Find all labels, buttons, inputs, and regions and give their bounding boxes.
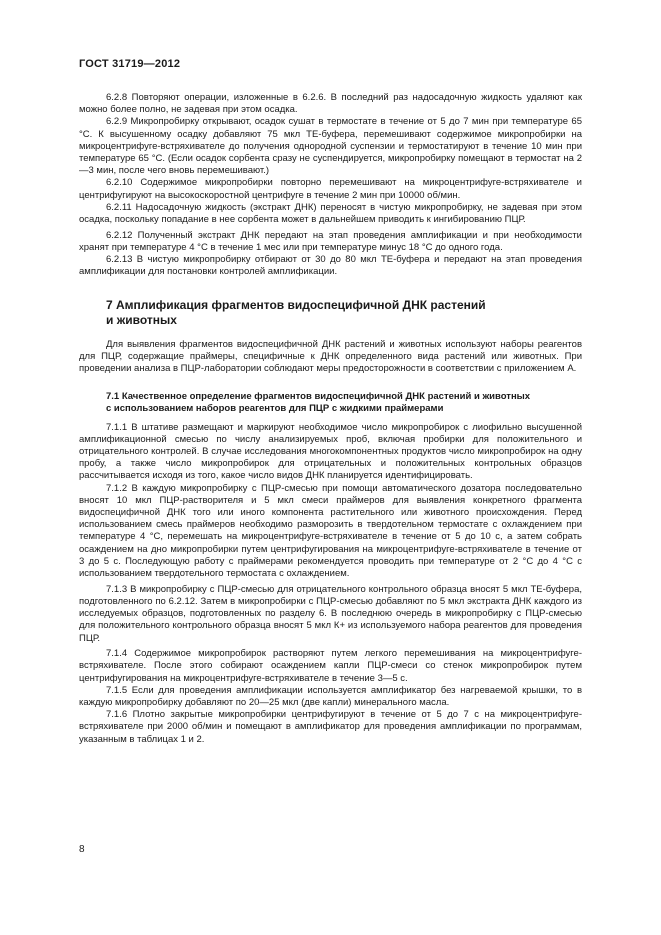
paragraph-6-2-13: 6.2.13 В чистую микропробирку отбирают от 30 до 80 мкл ТЕ-буфера и передают на этап проведения амплификации для постановки контролей амплификации. bbox=[79, 254, 582, 278]
paragraph-7-1-5: 7.1.5 Если для проведения амплификации используется амплификатор без нагреваемой крышки, то в каждую микропробирку добавляют по 20—25 мкл (две капли) минерального масла. bbox=[79, 684, 582, 709]
section-7-heading bbox=[106, 298, 582, 329]
paragraph-6-2-11: 6.2.11 Надосадочную жидкость (экстракт ДНК) переносят в чистую микропробирку, не задевая при этом осадка, поскольку попадание в нее сорбента может в дальнейшем приводить к ингибированию ПЦР. bbox=[79, 201, 582, 226]
paragraph-7-1-1: 7.1.1 В штативе размещают и маркируют необходимое число микропробирок с лиофильно высушенной амплификационной смесью по числу анализируемых проб, включая пробирки для положительного и отрицательного контролей. В случае исследования многокомпонентных продуктов число микропробирок на одну пробу, а также число микропробирок для отрицательных и положительных контрольных образцов рассчитывается исходя из того, какое число видов ДНК планируется идентифицировать. bbox=[79, 421, 582, 482]
section-7-1-heading-line2: с использованием наборов реагентов для ПЦР с жидкими праймерами bbox=[106, 403, 444, 415]
document-body bbox=[79, 92, 582, 746]
section-7-heading-line1: 7 Амплификация фрагментов видоспецифичной ДНК растений bbox=[106, 297, 486, 312]
paragraph-7-1-2: 7.1.2 В каждую микропробирку с ПЦР-смесью при помощи автоматического дозатора последовательно вносят 10 мкл ПЦР-растворителя и 5 мкл смеси праймеров для выявления конкретного фрагмента видоспецифичной ДНК того или иного компонента растительного или животного происхождения. Перед использованием смесь праймеров необходимо разморозить в твердотельном термостате с охлаждением при температуре 4 °С, перемешать на микроцентрифуге-встряхивателе в течение от 5 до 10 с, а затем собрать осаждением на дно микропробирки путем центрифугирования на микроцентрифуге-встряхивателе в течение от 3 до 5 с. Последующую работу с праймерами рекомендуется проводить при температуре от 2 °С до 4 °С с использованием твердотельного термостата с охлаждением. bbox=[79, 482, 582, 579]
section-7-1-heading-line1: 7.1 Качественное определение фрагментов видоспецифичной ДНК растений и животных bbox=[106, 391, 531, 403]
paragraph-6-2-10: 6.2.10 Содержимое микропробирки повторно перемешивают на микроцентрифуге-встряхивателе и центрифугируют на высокоскоростной центрифуге в течение 2 мин при 10000 об/мин. bbox=[79, 177, 582, 201]
section-7-1-heading bbox=[106, 391, 582, 415]
page-number: 8 bbox=[79, 844, 85, 855]
section-7-heading-line2: и животных bbox=[106, 313, 177, 328]
paragraph-6-2-12: 6.2.12 Полученный экстракт ДНК передают на этап проведения амплификации и при необходимости хранят при температуре 4 °С в течение 1 мес или при температуре минус 18 °С до одного года. bbox=[79, 229, 582, 253]
paragraph-6-2-8: 6.2.8 Повторяют операции, изложенные в 6.2.6. В последний раз надосадочную жидкость удаляют как можно более полно, не задевая при этом осадка. bbox=[79, 92, 582, 116]
paragraph-7-1-4: 7.1.4 Содержимое микропробирок растворяют путем легкого перемешивания на микроцентрифуге-встряхивателе. После этого собирают осаждением капли ПЦР-смеси со стенок микропробирок путем центрифугирования на микроцентрифуге-встряхивателе в течение 3—5 с. bbox=[79, 648, 582, 684]
paragraph-7-1-3: 7.1.3 В микропробирку с ПЦР-смесью для отрицательного контрольного образца вносят 5 мкл ТЕ-буфера, подготовленного по 6.2.12. Затем в микропробирки с ПЦР-смесью добавляют по 5 мкл экстракта ДНК каждого из исследуемых образцов, подготовленных по разделу 6. В последнюю очередь в микропробирку с ПЦР-смесью для положительного контрольного образца вносят 5 мкл К+ из используемого набора реагентов для проведения ПЦР. bbox=[79, 583, 582, 644]
standard-header: ГОСТ 31719—2012 bbox=[79, 58, 181, 70]
paragraph-7-1-6: 7.1.6 Плотно закрытые микропробирки центрифугируют в течение от 5 до 7 с на микроцентрифуге-встряхивателе при 2000 об/мин и помещают в амплификатор для проведения амплификации по программам, указанным в таблицах 1 и 2. bbox=[79, 709, 582, 745]
paragraph-6-2-9: 6.2.9 Микропробирку открывают, осадок сушат в термостате в течение от 5 до 7 мин при температуре 65 °С. К высушенному осадку добавляют 75 мкл ТЕ-буфера, перемешивают содержимое микропробирки на микроцентрифуге-встряхивателе до получения однородной суспензии и термостатируют в течение 10 мин при температуре 65 °С. (Если осадок сорбента сразу не суспендируется, микропробирку помещают в термостат на 2—3 мин, после чего вновь перемешивают.) bbox=[79, 116, 582, 177]
section-7-intro: Для выявления фрагментов видоспецифичной ДНК растений и животных используют наборы реагентов для ПЦР, содержащие праймеры, специфичные к ДНК определенного вида растений или животных. При проведении анализа в ПЦР-лаборатории соблюдают меры предосторожности в соответствии с приложением А. bbox=[79, 338, 582, 374]
